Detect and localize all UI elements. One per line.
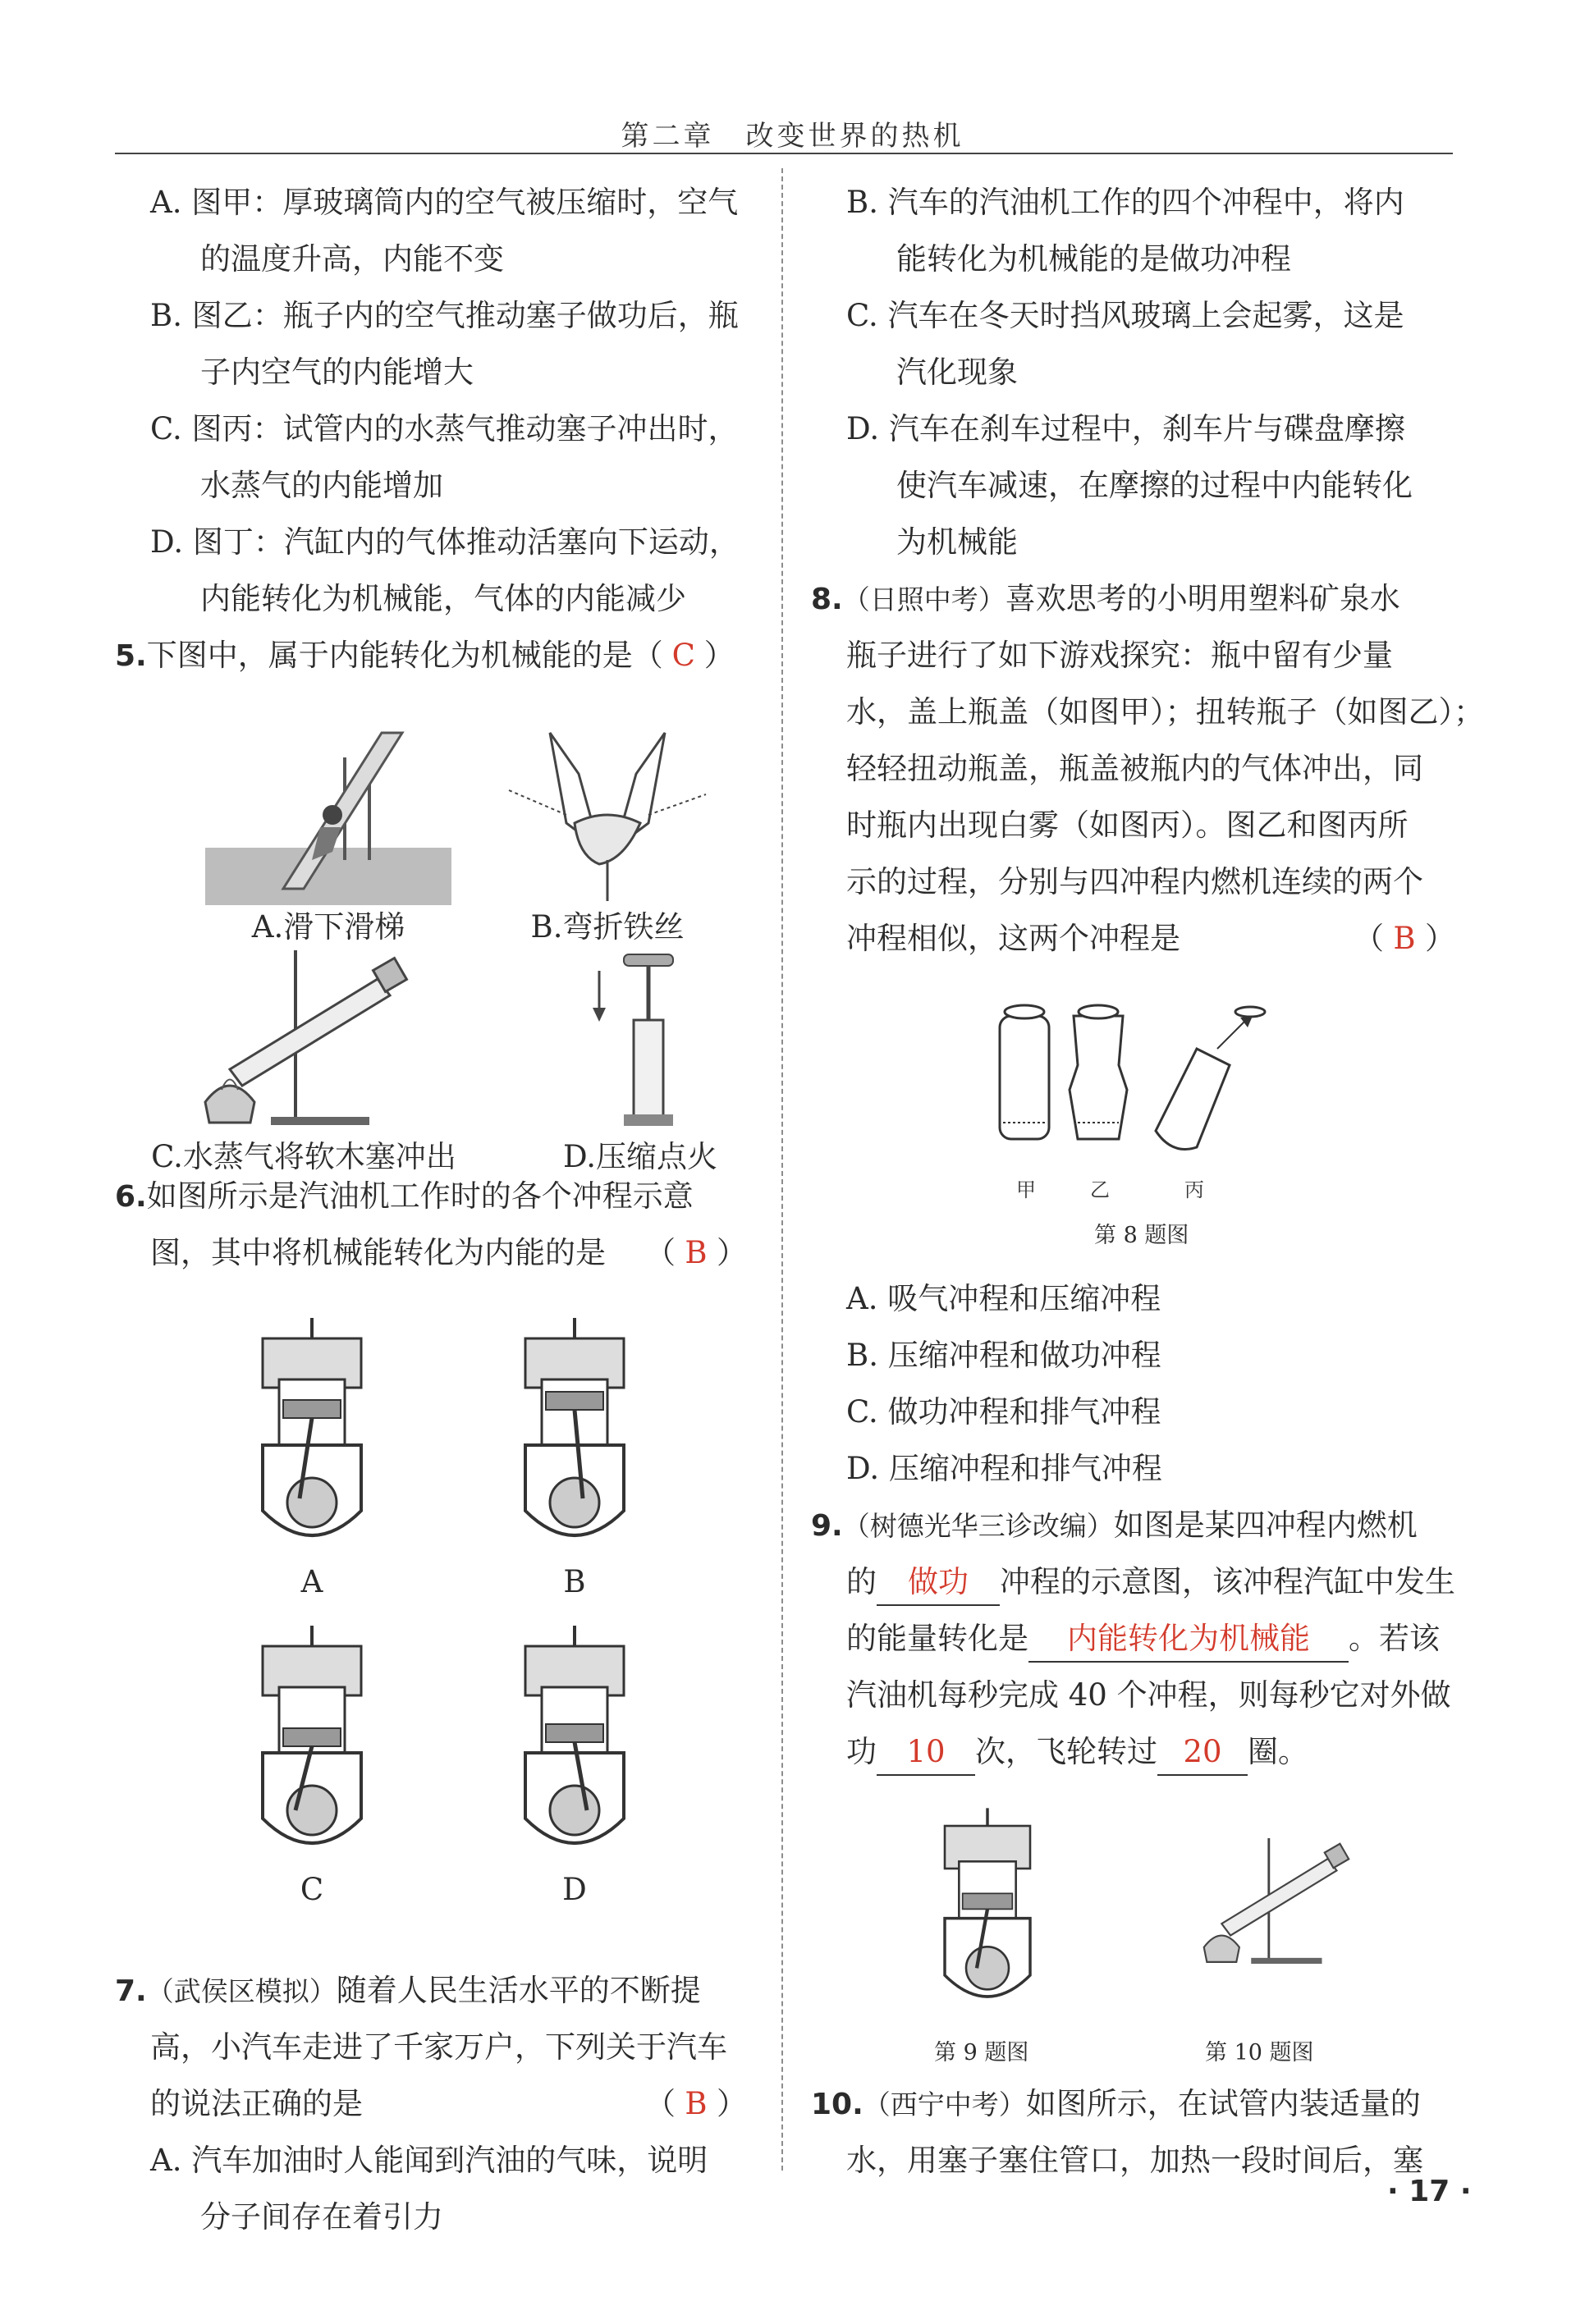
q7-number: 7. — [115, 1974, 147, 2008]
engine-diagram-b — [501, 1314, 648, 1560]
q9-stem-line3 — [811, 1610, 1455, 1667]
q7-text-line1: 随着人民生活水平的不断提 — [336, 1973, 701, 2008]
q9-q10-figures — [811, 1780, 1455, 2075]
q8-stem-line3: 水，盖上瓶盖（如图甲）；扭转瓶子（如图乙）； — [846, 694, 1484, 730]
q8-stem-line7 — [811, 910, 1455, 967]
q4-option-d-line1: D. 图丁：汽缸内的气体推动活塞向下运动， — [150, 524, 740, 560]
q6-text-line1: 如图所示是汽油机工作时的各个冲程示意 — [146, 1178, 694, 1214]
q9-source: （树德光华三诊改编） — [842, 1510, 1114, 1542]
q7-stem-line1 — [115, 1962, 747, 2019]
q5-answer: C — [671, 638, 695, 673]
q7-option-b-line2: 能转化为机械能的是做功冲程 — [896, 241, 1291, 277]
q6-caption-b: B — [563, 1564, 586, 1599]
q9-engine-diagram — [918, 1805, 1057, 2018]
q5-figures — [115, 684, 747, 1174]
q9-stem-line2 — [811, 1553, 1455, 1610]
q6-caption-d: D — [562, 1872, 587, 1907]
q7-option-a-line1: A. 汽车加油时人能闻到汽油的气味，说明 — [150, 2143, 708, 2178]
slide-illustration — [205, 725, 451, 905]
q10-source: （西宁中考） — [863, 2088, 1026, 2120]
q6-stem-line2 — [115, 1224, 747, 1281]
q7-close-paren: ） — [717, 2086, 747, 2121]
q9-stem-line5 — [811, 1723, 1455, 1780]
q10-text-line1: 如图所示，在试管内装适量的 — [1025, 2086, 1421, 2121]
q7-answer-paren — [645, 2075, 747, 2132]
q9-text-5a: 功 — [846, 1734, 877, 1769]
right-column — [811, 174, 1484, 2189]
q6-number: 6. — [115, 1180, 147, 1214]
q6-open-paren: （ — [645, 1235, 676, 1270]
q10-figure-caption: 第 10 题图 — [1205, 2040, 1314, 2066]
q5-caption-c: C.水蒸气将软木塞冲出 — [151, 1139, 456, 1174]
q7-stem-line2: 高，小汽车走进了千家万户，下列关于汽车 — [150, 2029, 727, 2065]
q8-text-line1: 喜欢思考的小明用塑料矿泉水 — [1005, 581, 1400, 616]
q9-text-3a: 的能量转化是 — [846, 1621, 1028, 1656]
q5-close-paren: ） — [703, 638, 735, 673]
q8-option-a: A. 吸气冲程和压缩冲程 — [846, 1281, 1161, 1316]
q9-stem-line4: 汽油机每秒完成 40 个冲程，则每秒它对外做 — [846, 1677, 1451, 1713]
q7-option-d-line3: 为机械能 — [896, 524, 1018, 560]
engine-diagram-d — [501, 1622, 648, 1868]
q5-figure-b — [484, 716, 731, 946]
q8-option-c: C. 做功冲程和排气冲程 — [846, 1394, 1161, 1430]
q6-engine-a — [230, 1314, 394, 1601]
q5-number: 5. — [115, 639, 147, 673]
q8-source: （日照中考） — [842, 583, 1006, 615]
q7-option-c-line2: 汽化现象 — [896, 355, 1018, 390]
q6-engine-b — [492, 1314, 657, 1601]
q6-engine-d — [492, 1622, 657, 1909]
q7-option-a-line2: 分子间存在着引力 — [200, 2199, 443, 2235]
q4-option-a-line1: A. 图甲：厚玻璃筒内的空气被压缩时，空气 — [150, 185, 739, 220]
q4-option-b-line2: 子内空气的内能增大 — [200, 355, 474, 390]
page-number: · 17 · — [1387, 2175, 1472, 2208]
q6-caption-c: C — [300, 1872, 324, 1907]
q10-number: 10. — [811, 2088, 864, 2121]
q6-answer: B — [685, 1235, 708, 1270]
q8-answer-paren — [1354, 910, 1455, 967]
q5-figure-c — [131, 946, 476, 1176]
q8-label-jia: 甲 — [1016, 1178, 1036, 1201]
q9-text-2b: 冲程的示意图，该冲程汽缸中发生 — [1000, 1564, 1455, 1599]
q6-caption-a: A — [300, 1564, 323, 1599]
q9-number: 9. — [811, 1509, 843, 1543]
chapter-title: 第二章 改变世界的热机 — [621, 120, 964, 153]
compression-ignition-illustration — [575, 946, 706, 1135]
q8-option-b: B. 压缩冲程和做功冲程 — [846, 1338, 1161, 1373]
steam-cork-illustration — [172, 946, 435, 1135]
q8-label-yi: 乙 — [1090, 1178, 1110, 1201]
q7-stem-line3 — [115, 2075, 747, 2132]
q7-text-line3: 的说法正确的是 — [150, 2086, 363, 2121]
engine-diagram-c — [238, 1622, 386, 1868]
q9-blank-4: 20 — [1157, 1730, 1248, 1776]
column-divider — [781, 168, 783, 2171]
q5-figure-d — [534, 946, 747, 1176]
q8-number: 8. — [811, 583, 843, 616]
q10-stem-line2: 水，用塞子塞住管口，加热一段时间后，塞 — [846, 2143, 1423, 2178]
q4-option-c-line2: 水蒸气的内能增加 — [200, 468, 443, 503]
q7-option-c-line1: C. 汽车在冬天时挡风玻璃上会起雾，这是 — [846, 298, 1404, 333]
q9-text-line1: 如图是某四冲程内燃机 — [1113, 1507, 1418, 1543]
q5-caption-b: B.弯折铁丝 — [530, 909, 685, 945]
q8-stem-line5: 时瓶内出现白雾（如图丙）。图乙和图丙所 — [846, 807, 1409, 843]
left-column — [115, 174, 747, 2245]
q8-stem-line4: 轻轻扭动瓶盖，瓶盖被瓶内的气体冲出，同 — [846, 751, 1423, 786]
q4-option-d-line2: 内能转化为机械能，气体的内能减少 — [200, 581, 686, 616]
q4-option-c-line1: C. 图丙：试管内的水蒸气推动塞子冲出时， — [150, 411, 739, 446]
bottles-illustration — [992, 991, 1271, 1205]
q8-figure-caption: 第 8 题图 — [1094, 1223, 1189, 1248]
q8-close-paren: ） — [1425, 921, 1455, 956]
engine-diagram-a — [238, 1314, 386, 1560]
q10-steam-cork-diagram — [1180, 1805, 1369, 2001]
q8-stem-line1 — [811, 570, 1455, 627]
q9-blank-3: 10 — [877, 1730, 975, 1776]
q6-answer-paren — [645, 1224, 747, 1281]
q5-figure-a — [197, 725, 460, 946]
q9-blank-2: 内能转化为机械能 — [1028, 1617, 1349, 1663]
q6-text-line2: 图，其中将机械能转化为内能的是 — [150, 1235, 606, 1270]
q9-text-5b: 次，飞轮转过 — [975, 1734, 1157, 1769]
q7-source: （武侯区模拟） — [146, 1975, 337, 2007]
q7-option-d-line2: 使汽车减速，在摩擦的过程中内能转化 — [896, 468, 1413, 503]
q8-stem-line2: 瓶子进行了如下游戏探究：瓶中留有少量 — [846, 638, 1393, 673]
q10-stem-line1 — [811, 2075, 1455, 2132]
q8-open-paren: （ — [1354, 921, 1384, 956]
q8-answer: B — [1393, 921, 1416, 956]
q6-close-paren: ） — [717, 1235, 747, 1270]
q4-option-a-line2: 的温度升高，内能不变 — [200, 241, 504, 277]
q5-caption-d: D.压缩点火 — [562, 1139, 718, 1174]
q8-option-d: D. 压缩冲程和排气冲程 — [846, 1451, 1162, 1486]
q9-blank-1: 做功 — [877, 1560, 1000, 1606]
q8-text-line7: 冲程相似，这两个冲程是 — [846, 921, 1180, 956]
q6-engine-c — [230, 1622, 394, 1909]
q9-figure-caption: 第 9 题图 — [934, 2040, 1029, 2066]
header-rule — [115, 153, 1453, 154]
q8-label-bing: 丙 — [1184, 1178, 1204, 1201]
q7-option-b-line1: B. 汽车的汽油机工作的四个冲程中，将内 — [846, 185, 1404, 220]
q6-figures — [115, 1281, 747, 1962]
q9-text-2a: 的 — [846, 1564, 877, 1599]
q7-answer: B — [685, 2086, 708, 2121]
q7-open-paren: （ — [645, 2086, 676, 2121]
q9-stem-line1 — [811, 1497, 1455, 1553]
q9-text-3b: 。若该 — [1349, 1621, 1440, 1656]
q5-text: 下图中，属于内能转化为机械能的是（ — [146, 638, 663, 673]
bending-wire-illustration — [501, 716, 714, 905]
q6-stem-line1 — [115, 1168, 747, 1224]
q5-caption-a: A.滑下滑梯 — [251, 909, 405, 945]
q4-option-b-line1: B. 图乙：瓶子内的空气推动塞子做功后，瓶 — [150, 298, 739, 333]
q7-option-d-line1: D. 汽车在刹车过程中，刹车片与碟盘摩擦 — [846, 411, 1405, 446]
q8-figure — [811, 967, 1455, 1270]
q8-stem-line6: 示的过程，分别与四冲程内燃机连续的两个 — [846, 864, 1423, 899]
q9-text-5c: 圈。 — [1248, 1734, 1308, 1769]
q5-stem — [115, 627, 747, 684]
